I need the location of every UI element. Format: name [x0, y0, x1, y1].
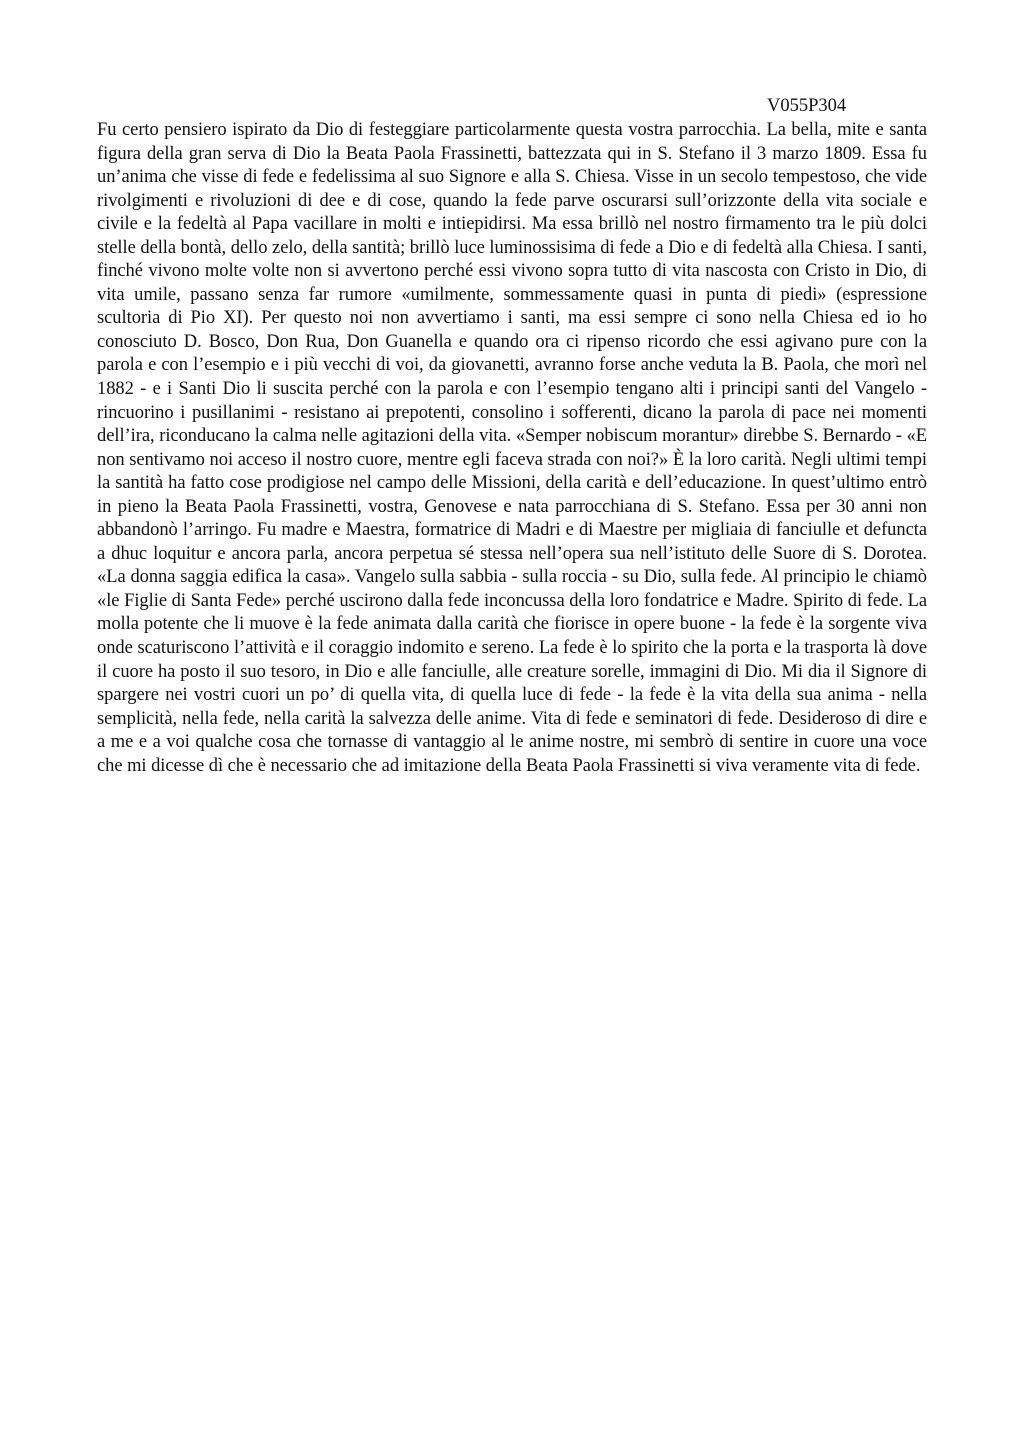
page-identifier: V055P304 — [767, 96, 847, 116]
body-paragraph: Fu certo pensiero ispirato da Dio di festeggiare particolarmente questa vostra parrocchia. La bella, mite e santa figura della gran serva di Dio la Beata Paola Frassinetti, battezzata qui in S. Stefano il 3 marzo 1809. Essa fu un’anima che visse di fede e fedelissima al suo Signore e alla S. Chiesa. Visse in un secolo tempestoso, che vide rivolgimenti e rivoluzioni di dee e di cose, quando la fede parve oscurarsi sull’orizzonte della vita sociale e civile e la fedeltà al Papa vacillare in molti e intiepidirsi. Ma essa brillò nel nostro firmamento tra le più dolci stelle della bontà, dello zelo, della santità; brillò luce luminossisima di fede a Dio e di fedeltà alla Chiesa. I santi, finché vivono molte volte non si avvertono perché essi vivono sopra tutto di vita nascosta con Cristo in Dio, di vita umile, passano senza far rumore «umilmente, sommessamente quasi in punta di piedi» (espressione scultoria di Pio XI). Per questo noi non avvertiamo i santi, ma essi sempre ci sono nella Chiesa ed io ho conosciuto D. Bosco, Don Rua, Don Guanella e quando ora ci ripenso ricordo che essi agivano pure con la parola e con l’esempio e i più vecchi di voi, da giovanetti, avranno forse anche veduta la B. Paola, che morì nel 1882 - e i Santi Dio li suscita perché con la parola e con l’esempio tengano alti i principi santi del Vangelo - rincuorino i pusillanimi - resistano ai prepotenti, consolino i sofferenti, dicano la parola di pace nei momenti dell’ira, riconducano la calma nelle agitazioni della vita. «Semper nobiscum morantur» direbbe S. Bernardo - «E non sentivamo noi acceso il nostro cuore, mentre egli faceva strada con noi?» È la loro carità. Negli ultimi tempi la santità ha fatto cose prodigiose nel campo delle Missioni, della carità e dell’educazione. In quest’ultimo entrò in pieno la Beata Paola Frassinetti, vostra, Genovese e nata parrocchiana di S. Stefano. Essa per 30 anni non abbandonò l’arringo. Fu madre e Maestra, formatrice di Madri e di Maestre per migliaia di fanciulle et defuncta a dhuc loquitur e ancora parla, ancora perpetua sé stessa nell’opera sua nell’istituto delle Suore di S. Dorotea. «La donna saggia edifica la casa». Vangelo sulla sabbia - sulla roccia - su Dio, sulla fede. Al principio le chiamò «le Figlie di Santa Fede» perché uscirono dalla fede inconcussa della loro fondatrice e Madre. Spirito di fede. La molla potente che li muove è la fede animata dalla carità che fiorisce in opere buone - la fede è la sorgente viva onde scaturiscono l’attività e il coraggio indomito e sereno. La fede è lo spirito che la porta e la trasporta là dove il cuore ha posto il suo tesoro, in Dio e alle fanciulle, alle creature sorelle, immagini di Dio. Mi dia il Signore di spargere nei vostri cuori un po’ di quella vita, di quella luce di fede - la fede è la vita della sua anima - nella semplicità, nella fede, nella carità la salvezza delle anime. Vita di fede e seminatori di fede. Desideroso di dire e a me e a voi qualche cosa che tornasse di vantaggio al le anime nostre, mi sembrò di sentire in cuore una voce che mi dicesse dì che è necessario che ad imitazione della Beata Paola Frassinetti si viva veramente vita di fede. — [97, 120, 927, 776]
